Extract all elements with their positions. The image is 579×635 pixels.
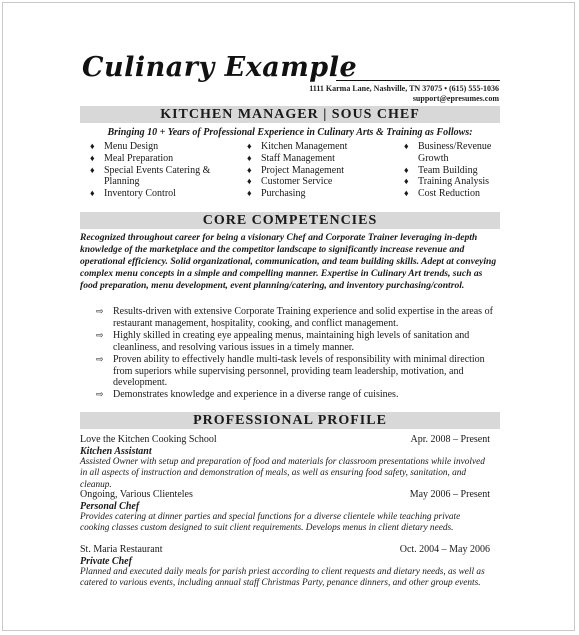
skill-item: ♦ Meal Preparation [90,152,174,164]
name-underline [336,80,500,81]
skills-column-3 [404,141,504,200]
job-title: Personal Chef [80,501,140,512]
job-description: Assisted Owner with setup and preparation of food and materials for classroom presentations while involved in all aspects of instruction and demonstration of meals, as well as ensuring food safety, sanitation, and cleanup. [80,457,485,490]
arrow-bullet-icon: ⇨ [96,329,104,340]
bullet-icon: ♦ [247,164,252,175]
arrow-bullet-icon: ⇨ [96,353,104,364]
resume-name: Culinary Example [82,52,358,83]
skill-item: ♦ Training Analysis [404,176,490,188]
job-dates: Apr. 2008 – Present [410,434,490,445]
professional-profile-heading: PROFESSIONAL PROFILE [80,412,500,429]
skills-column-2 [247,141,392,200]
achievements-list [96,306,506,401]
core-competencies-heading: CORE COMPETENCIES [80,212,500,229]
skill-item: ♦ Purchasing [247,188,306,200]
contact-email[interactable]: support@epresumes.com [412,94,499,103]
job-dates: Oct. 2004 – May 2006 [399,544,490,555]
job-employer: St. Maria Restaurant [80,544,163,555]
bullet-icon: ♦ [90,152,95,163]
job-dates: May 2006 – Present [409,489,490,500]
job-description: Provides catering at dinner parties and special functions for a diverse clientele while teaching private cooking classes custom designed to suit client requirements. Develops menus in client dietary needs. [80,512,461,534]
bullet-icon: ♦ [90,141,95,151]
bullet-icon: ♦ [247,152,252,163]
bullet-icon: ♦ [404,188,409,199]
bullet-icon: ♦ [404,141,409,151]
skill-item: ♦ Kitchen Management [247,141,348,152]
bullet-icon: ♦ [247,141,252,151]
headline-band: KITCHEN MANAGER | SOUS CHEF [80,106,500,123]
job-employer: Love the Kitchen Cooking School [80,434,217,445]
skill-item: ♦ Customer Service [247,176,333,188]
core-summary: Recognized throughout career for being a visionary Chef and Corporate Trainer leveraging in-depth knowledge of the marketplace and the competitor landscape to significantly increase revenue and operational efficiency. Solid organizational, communication, and team building skills. Adept at conveying complex menu concepts in a simple and compelling manner. Expertise in Culinary Art trends, such as food preparation, menu development, event planning/catering, and inventory purchasing/control. [80,232,497,291]
bullet-icon: ♦ [90,164,95,175]
job-entry [80,544,490,590]
skill-item: ♦ Project Management [247,164,345,176]
bullet-icon: ♦ [404,176,409,187]
job-employer: Ongoing, Various Clienteles [80,489,193,500]
job-entry [80,434,490,491]
achievement-item: ⇨ Demonstrates knowledge and experience in a diverse range of cuisines. [96,389,399,401]
bullet-icon: ♦ [247,188,252,199]
skill-item: ♦ Staff Management [247,152,335,164]
achievement-item: ⇨ Highly skilled in creating eye appealing menus, maintaining high levels of sanitation and cleanliness, and resolving various issues in a timely manner. [96,329,470,353]
job-description: Planned and executed daily meals for parish priest according to client requests and dietary needs, as well as catered to various events, including annual staff Christmas Party, penance dinners, and other group events. [80,567,485,589]
arrow-bullet-icon: ⇨ [96,389,104,400]
skill-item: ♦ Menu Design [90,141,159,152]
job-title: Private Chef [80,556,132,567]
skill-item: ♦ Business/Revenue Growth [404,141,492,164]
skills-column-1 [90,141,225,200]
skill-item: ♦ Special Events Catering & Planning [90,164,211,188]
skill-item: ♦ Inventory Control [90,188,176,200]
bullet-icon: ♦ [247,176,252,187]
contact-block [309,84,499,104]
skill-item: ♦ Cost Reduction [404,188,480,200]
contact-address: 1111 Karma Lane, Nashville, TN 37075 • (615) 555-1036 [309,84,499,93]
bullet-icon: ♦ [90,188,95,199]
skill-item: ♦ Team Building [404,164,478,176]
job-entry [80,489,490,535]
intro-line: Bringing 10 + Years of Professional Experience in Culinary Arts & Training as Follows: [107,127,473,138]
bullet-icon: ♦ [404,164,409,175]
achievement-item: ⇨ Proven ability to effectively handle multi-task levels of responsibility with minimal direction from superiors while supervising personnel, providing team leadership, motivation, and development. [96,353,485,389]
arrow-bullet-icon: ⇨ [96,306,104,316]
job-title: Kitchen Assistant [80,446,152,457]
achievement-item: ⇨ Results-driven with extensive Corporate Training experience and solid expertise in the areas of restaurant management, hospitality, cooking, and conflict management. [96,306,493,329]
